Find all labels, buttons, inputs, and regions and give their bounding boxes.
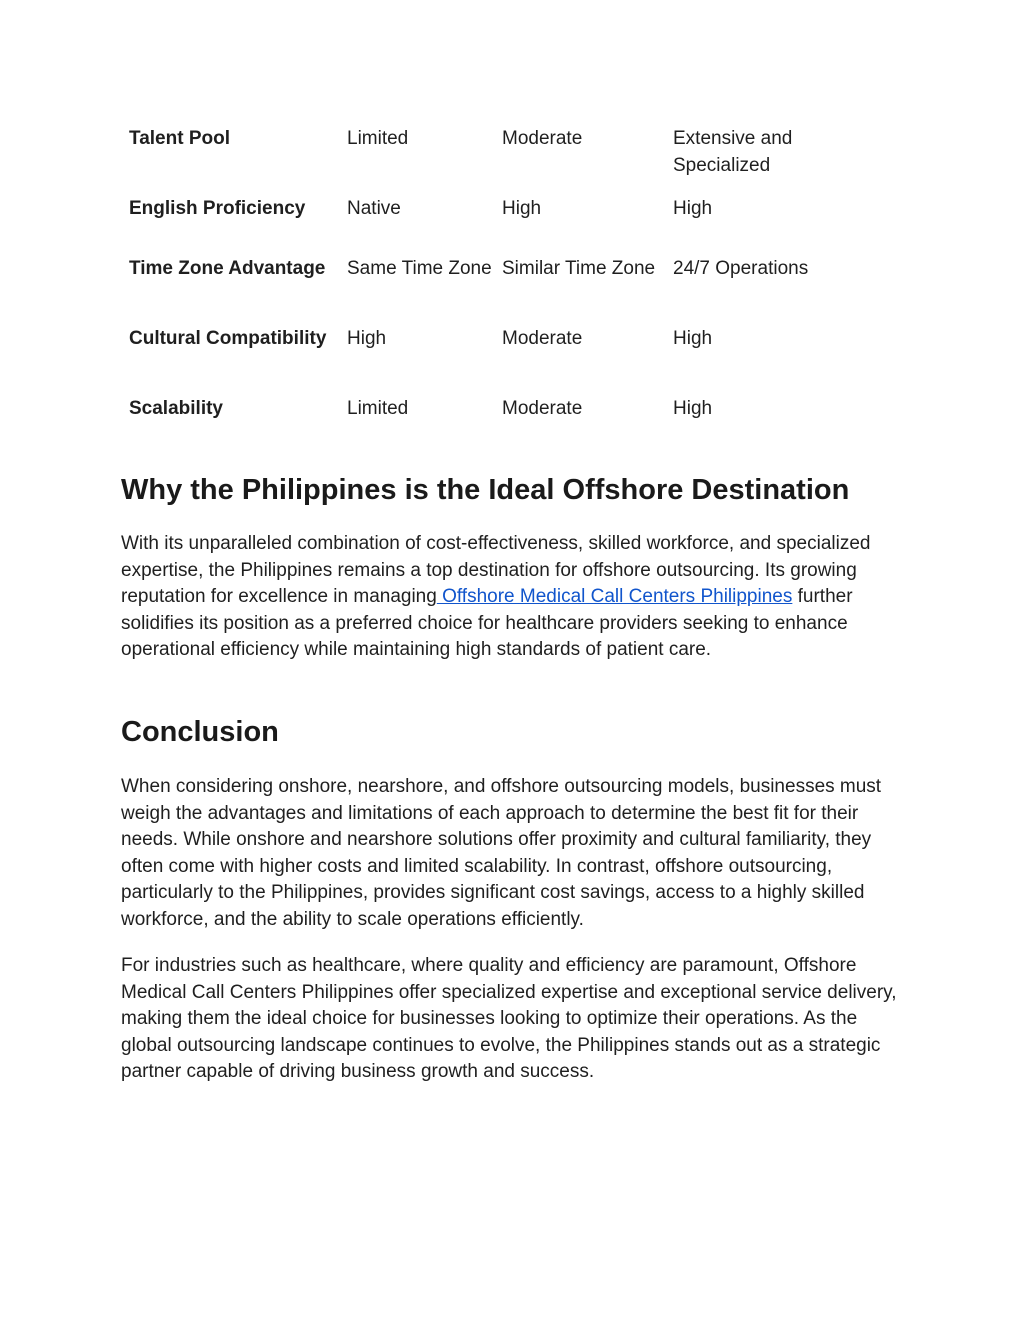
table-cell: High — [673, 198, 713, 219]
comparison-table — [120, 124, 850, 436]
table-cell: High — [502, 198, 542, 219]
table-cell: Native — [347, 198, 401, 219]
paragraph-text: further solidifies its position as a preferred choice for healthcare providers seeking to enhance operational efficiency while maintaining high standards of patient care. — [121, 586, 853, 661]
section-heading-conclusion: Conclusion — [121, 716, 279, 748]
table-cell: Similar Time Zone — [502, 258, 656, 279]
table-cell: Limited — [347, 128, 409, 149]
table-row — [120, 394, 850, 436]
table-cell: Same Time Zone — [347, 258, 492, 279]
row-label-time-zone-advantage: Time Zone Advantage — [129, 258, 326, 279]
row-label-talent-pool: Talent Pool — [129, 128, 230, 149]
table-cell: Moderate — [502, 128, 583, 149]
conclusion-paragraph-1: When considering onshore, nearshore, and offshore outsourcing models, businesses must weigh the advantages and limitations of each approach to determine the best fit for their needs. While onshore and nearshore solutions offer proximity and cultural familiarity, they often come with higher costs and limited scalability. In contrast, offshore outsourcing, particularly to the Philippines, provides significant cost savings, access to a highly skilled workforce, and the ability to scale operations efficiently. — [121, 776, 882, 930]
section-heading-why-philippines: Why the Philippines is the Ideal Offshore Destination — [121, 474, 850, 506]
paragraph-text: With its unparalleled combination of cost-effectiveness, skilled workforce, and specialized expertise, the Philippines remains a top destination for offshore outsourcing. Its growing reputation for excellence in managing — [121, 533, 871, 608]
table-cell: Moderate — [502, 398, 583, 419]
table-row — [120, 254, 850, 324]
table-cell: High — [673, 328, 713, 349]
row-label-scalability: Scalability — [129, 398, 223, 419]
table-row — [120, 194, 850, 254]
offshore-medical-call-centers-link[interactable]: Offshore Medical Call Centers Philippines — [436, 586, 793, 608]
why-philippines-paragraph — [121, 531, 911, 664]
table-cell: High — [673, 398, 713, 419]
row-label-cultural-compatibility: Cultural Compatibility — [129, 328, 327, 349]
table-row — [120, 324, 850, 394]
conclusion-paragraph-2: For industries such as healthcare, where quality and efficiency are paramount, Offshore Medical Call Centers Philippines offer specialized expertise and exceptional service delivery, making them the ideal choice for businesses looking to optimize their operations. As the global outsourcing landscape continues to evolve, the Philippines stands out as a strategic partner capable of driving business growth and success. — [121, 955, 897, 1083]
table-cell: High — [347, 328, 387, 349]
table-cell: Moderate — [502, 328, 583, 349]
table-cell: 24/7 Operations — [673, 258, 809, 279]
row-label-english-proficiency: English Proficiency — [129, 198, 306, 219]
table-cell: Extensive and Specialized — [673, 128, 793, 176]
table-row — [120, 124, 850, 194]
table-cell: Limited — [347, 398, 409, 419]
